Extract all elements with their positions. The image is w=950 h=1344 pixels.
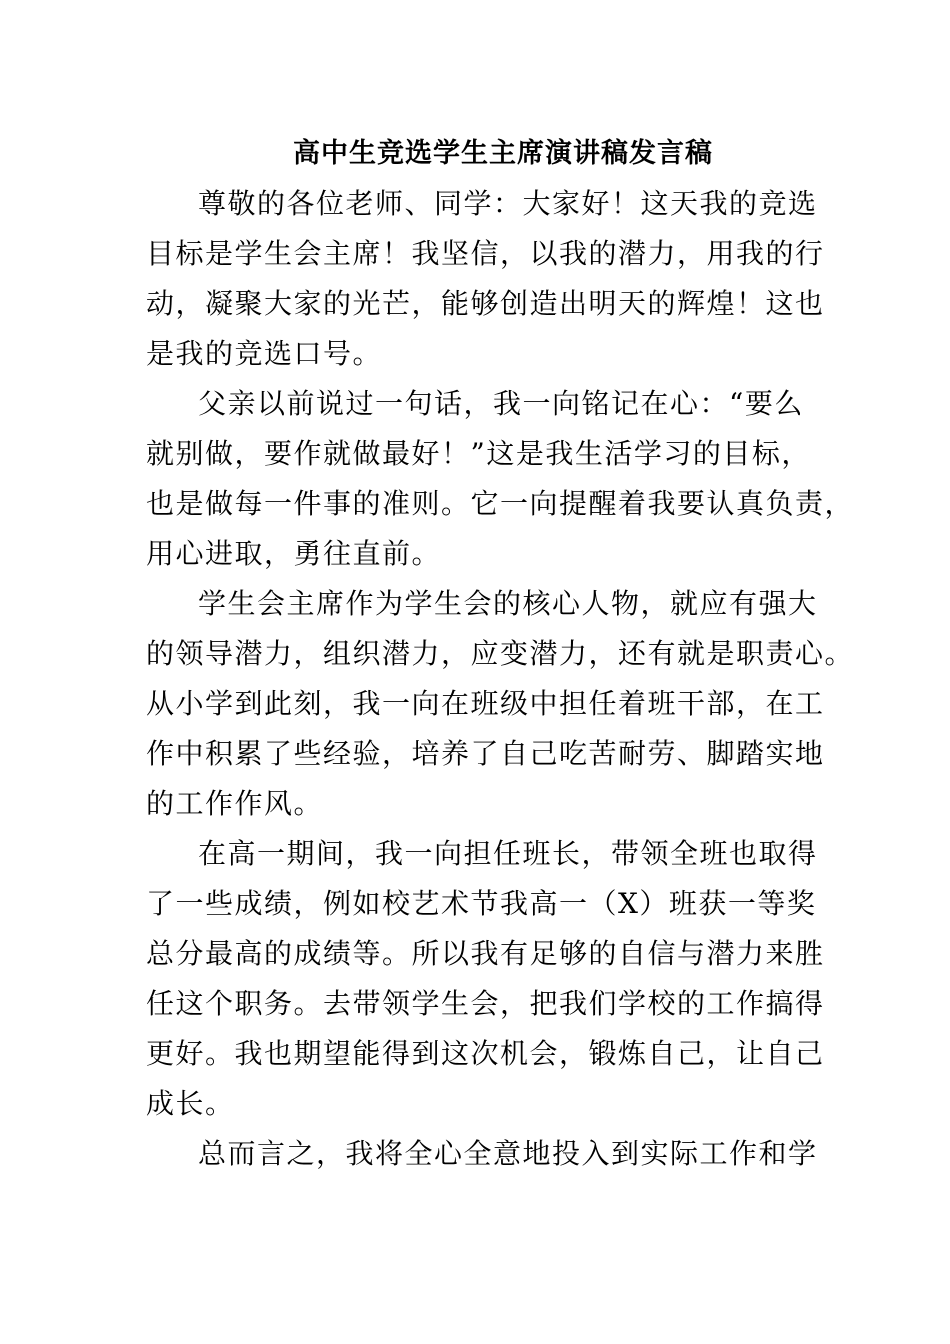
paragraph-line: 作中积累了些经验，培养了自己吃苦耐劳、脚踏实地 <box>146 737 825 770</box>
paragraph-line: 成长。 <box>146 1087 235 1120</box>
paragraph-line: 总而言之，我将全心全意地投入到实际工作和学 <box>198 1137 818 1170</box>
paragraph-line: 的领导潜力，组织潜力，应变潜力，还有就是职责心。 <box>146 637 855 670</box>
paragraph-line: 的工作作风。 <box>146 787 324 820</box>
paragraph-line: 目标是学生会主席！我坚信，以我的潜力，用我的行 <box>146 237 825 270</box>
paragraph-line: 总分最高的成绩等。所以我有足够的自信与潜力来胜 <box>146 937 825 970</box>
paragraph-line: 动，凝聚大家的光芒，能够创造出明天的辉煌！这也 <box>146 287 825 320</box>
paragraph-line: 任这个职务。去带领学生会，把我们学校的工作搞得 <box>146 987 825 1020</box>
paragraph-line: 在高一期间，我一向担任班长，带领全班也取得 <box>198 837 818 870</box>
paragraph-line: 是我的竞选口号。 <box>146 337 383 370</box>
paragraph-line: 父亲以前说过一句话，我一向铭记在心：“要么 <box>198 387 804 420</box>
paragraph-line: 尊敬的各位老师、同学：大家好！这天我的竞选 <box>198 187 818 220</box>
paragraph-line: 就别做，要作就做最好！”这是我生活学习的目标， <box>146 437 811 470</box>
document-title: 高中生竞选学生主席演讲稿发言稿 <box>293 138 713 169</box>
paragraph-line: 更好。我也期望能得到这次机会，锻炼自己，让自己 <box>146 1037 825 1070</box>
paragraph-line: 学生会主席作为学生会的核心人物，就应有强大 <box>198 587 818 620</box>
paragraph-line: 了一些成绩，例如校艺术节我高一（X）班获一等奖 <box>146 887 817 920</box>
paragraph-line: 用心进取，勇往直前。 <box>146 537 442 570</box>
paragraph-line: 也是做每一件事的准则。它一向提醒着我要认真负责， <box>146 487 855 520</box>
paragraph-line: 从小学到此刻，我一向在班级中担任着班干部，在工 <box>146 687 825 720</box>
